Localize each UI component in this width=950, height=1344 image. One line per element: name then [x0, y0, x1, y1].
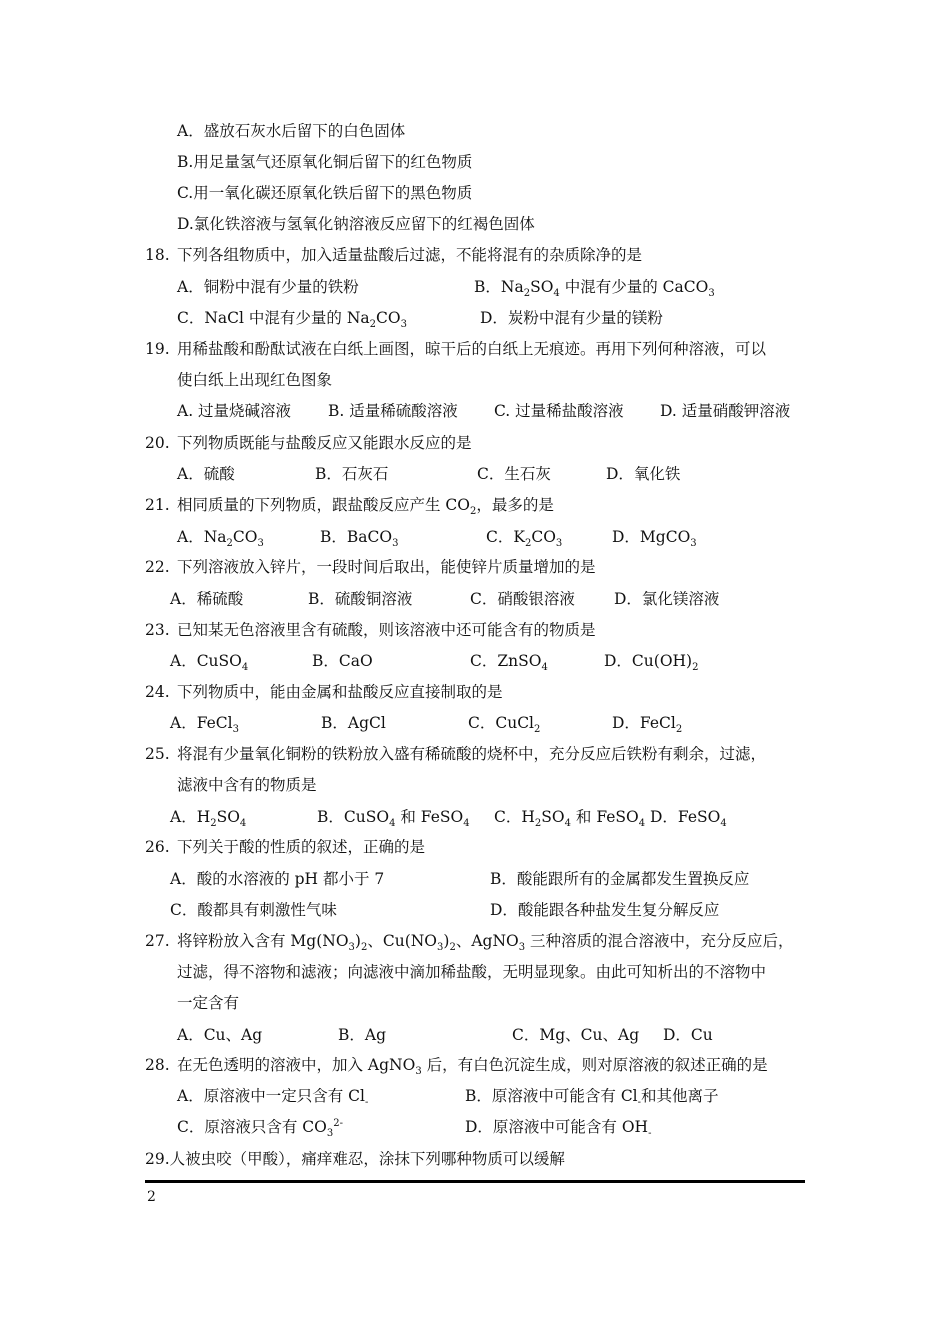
q17-option-a: A．盛放石灰水后留下的白色固体: [177, 122, 406, 140]
q25-stem-line1: 将混有少量氧化铜粉的铁粉放入盛有稀硫酸的烧杯中，充分反应后铁粉有剩余，过滤，: [177, 745, 767, 763]
q21-option-c: C．$K_2CO_3$: [486, 528, 563, 549]
q21-number: 21.: [145, 496, 170, 514]
q28-option-a: A．原溶液中一定只含有 $Cl_-$: [177, 1087, 369, 1108]
q19-number: 19.: [145, 340, 170, 358]
q26-number: 26.: [145, 838, 170, 856]
q22-stem: 下列溶液放入锌片，一段时间后取出，能使锌片质量增加的是: [177, 558, 596, 576]
q19-option-b: B. 适量稀硫酸溶液: [328, 402, 458, 420]
q26-option-b: B．酸能跟所有的金属都发生置换反应: [490, 870, 750, 888]
q21-option-b: B．BaCO$_3$: [320, 528, 399, 549]
q21-option-d: D．MgCO$_3$: [612, 528, 697, 549]
q18-stem: 下列各组物质中，加入适量盐酸后过滤，不能将混有的杂质除净的是: [177, 246, 643, 264]
q21-stem: 相同质量的下列物质，跟盐酸反应产生 $CO_2$，最多的是: [177, 496, 554, 517]
q18-option-a: A．铜粉中混有少量的铁粉: [177, 278, 359, 296]
q25-option-a: A．$H_2SO_4$: [170, 808, 247, 829]
q23-option-d: D．$Cu(OH)_2$: [604, 652, 699, 673]
q27-stem-line1: 将锌粉放入含有 $Mg(NO_3)_2$、$Cu(NO_3)_2$、AgNO$_3$ 三种溶质的混合溶液中，充分反应后，: [177, 932, 794, 953]
q21-option-a: A．$Na_2CO_3$: [177, 528, 264, 549]
q22-number: 22.: [145, 558, 170, 576]
q22-option-d: D．氯化镁溶液: [614, 590, 720, 608]
q25-option-b: B．CuSO$_4$ 和 FeSO$_4$: [317, 808, 470, 829]
q18-number: 18.: [145, 246, 170, 264]
q19-option-d: D. 适量硝酸钾溶液: [660, 402, 791, 420]
q28-option-d: D．原溶液中可能含有 $OH_-$: [465, 1118, 652, 1139]
q24-stem: 下列物质中，能由金属和盐酸反应直接制取的是: [177, 683, 503, 701]
q27-option-d: D．Cu: [663, 1026, 713, 1044]
q28-option-c: C．原溶液只含有 $CO_3^{2-}$: [177, 1118, 343, 1139]
q20-stem: 下列物质既能与盐酸反应又能跟水反应的是: [177, 434, 472, 452]
q23-number: 23.: [145, 621, 170, 639]
q25-option-c: C．$H_2SO_4$ 和 FeSO$_4$: [494, 808, 646, 829]
q20-option-d: D．氧化铁: [606, 465, 681, 483]
q27-option-b: B．Ag: [338, 1026, 387, 1044]
q22-option-a: A．稀硫酸: [170, 590, 244, 608]
q28-number: 28.: [145, 1056, 170, 1074]
q25-stem-line2: 滤液中含有的物质是: [177, 776, 317, 794]
q26-option-d: D．酸能跟各种盐发生复分解反应: [490, 901, 720, 919]
q20-number: 20.: [145, 434, 170, 452]
q23-stem: 已知某无色溶液里含有硫酸，则该溶液中还可能含有的物质是: [177, 621, 596, 639]
q26-stem: 下列关于酸的性质的叙述，正确的是: [177, 838, 426, 856]
q27-stem-line2: 过滤，得不溶物和滤液；向滤液中滴加稀盐酸，无明显现象。由此可知析出的不溶物中: [177, 963, 767, 981]
q19-stem-line1: 用稀盐酸和酚酞试液在白纸上画图，晾干后的白纸上无痕迹。再用下列何种溶液，可以: [177, 340, 767, 358]
q20-option-a: A．硫酸: [177, 465, 235, 483]
q19-option-c: C. 过量稀盐酸溶液: [494, 402, 624, 420]
q17-option-b: B.用足量氢气还原氧化铜后留下的红色物质: [177, 153, 473, 171]
q18-option-d: D．炭粉中混有少量的镁粉: [480, 309, 663, 327]
q27-option-a: A．Cu、Ag: [177, 1026, 263, 1044]
q22-option-b: B．硫酸铜溶液: [308, 590, 413, 608]
q24-option-c: C．CuCl$_2$: [468, 714, 541, 735]
q25-number: 25.: [145, 745, 170, 763]
q20-option-c: C．生石灰: [477, 465, 551, 483]
q28-option-b: B．原溶液中可能含有 $Cl_-$和其他离子: [465, 1087, 719, 1108]
q22-option-c: C．硝酸银溶液: [470, 590, 575, 608]
q23-option-a: A．CuSO$_4$: [170, 652, 249, 673]
q19-option-a: A. 过量烧碱溶液: [177, 402, 292, 420]
q23-option-b: B．CaO: [312, 652, 373, 670]
q28-stem: 在无色透明的溶液中，加入 AgNO$_3$ 后，有白色沉淀生成，则对原溶液的叙述正确的是: [177, 1056, 768, 1077]
q17-option-d: D.氯化铁溶液与氢氧化钠溶液反应留下的红褐色固体: [177, 215, 535, 233]
q27-stem-line3: 一定含有: [177, 994, 240, 1012]
q25-option-d: D．FeSO$_4$: [650, 808, 727, 829]
q27-option-c: C．Mg、Cu、Ag: [512, 1026, 640, 1044]
q24-option-d: D．FeCl$_2$: [612, 714, 683, 735]
footer-rule: [145, 1180, 805, 1183]
q26-option-a: A．酸的水溶液的 pH 都小于 7: [170, 870, 385, 888]
q29-stem: 29.人被虫咬（甲酸），痛痒难忍，涂抹下列哪种物质可以缓解: [145, 1150, 565, 1168]
q24-number: 24.: [145, 683, 170, 701]
q17-option-c: C.用一氧化碳还原氧化铁后留下的黑色物质: [177, 184, 473, 202]
q19-stem-line2: 使白纸上出现红色图象: [177, 371, 333, 389]
q24-option-a: A．FeCl$_3$: [170, 714, 239, 735]
q27-number: 27.: [145, 932, 170, 950]
q20-option-b: B．石灰石: [315, 465, 389, 483]
page-number: 2: [147, 1189, 156, 1205]
q18-option-b: B．$Na_2SO_4$ 中混有少量的 CaCO$_3$: [474, 278, 715, 299]
q18-option-c: C．NaCl 中混有少量的 $Na_2CO_3$: [177, 309, 407, 330]
q24-option-b: B．AgCl: [321, 714, 386, 732]
q26-option-c: C．酸都具有刺激性气味: [170, 901, 337, 919]
q23-option-c: C．ZnSO$_4$: [470, 652, 548, 673]
